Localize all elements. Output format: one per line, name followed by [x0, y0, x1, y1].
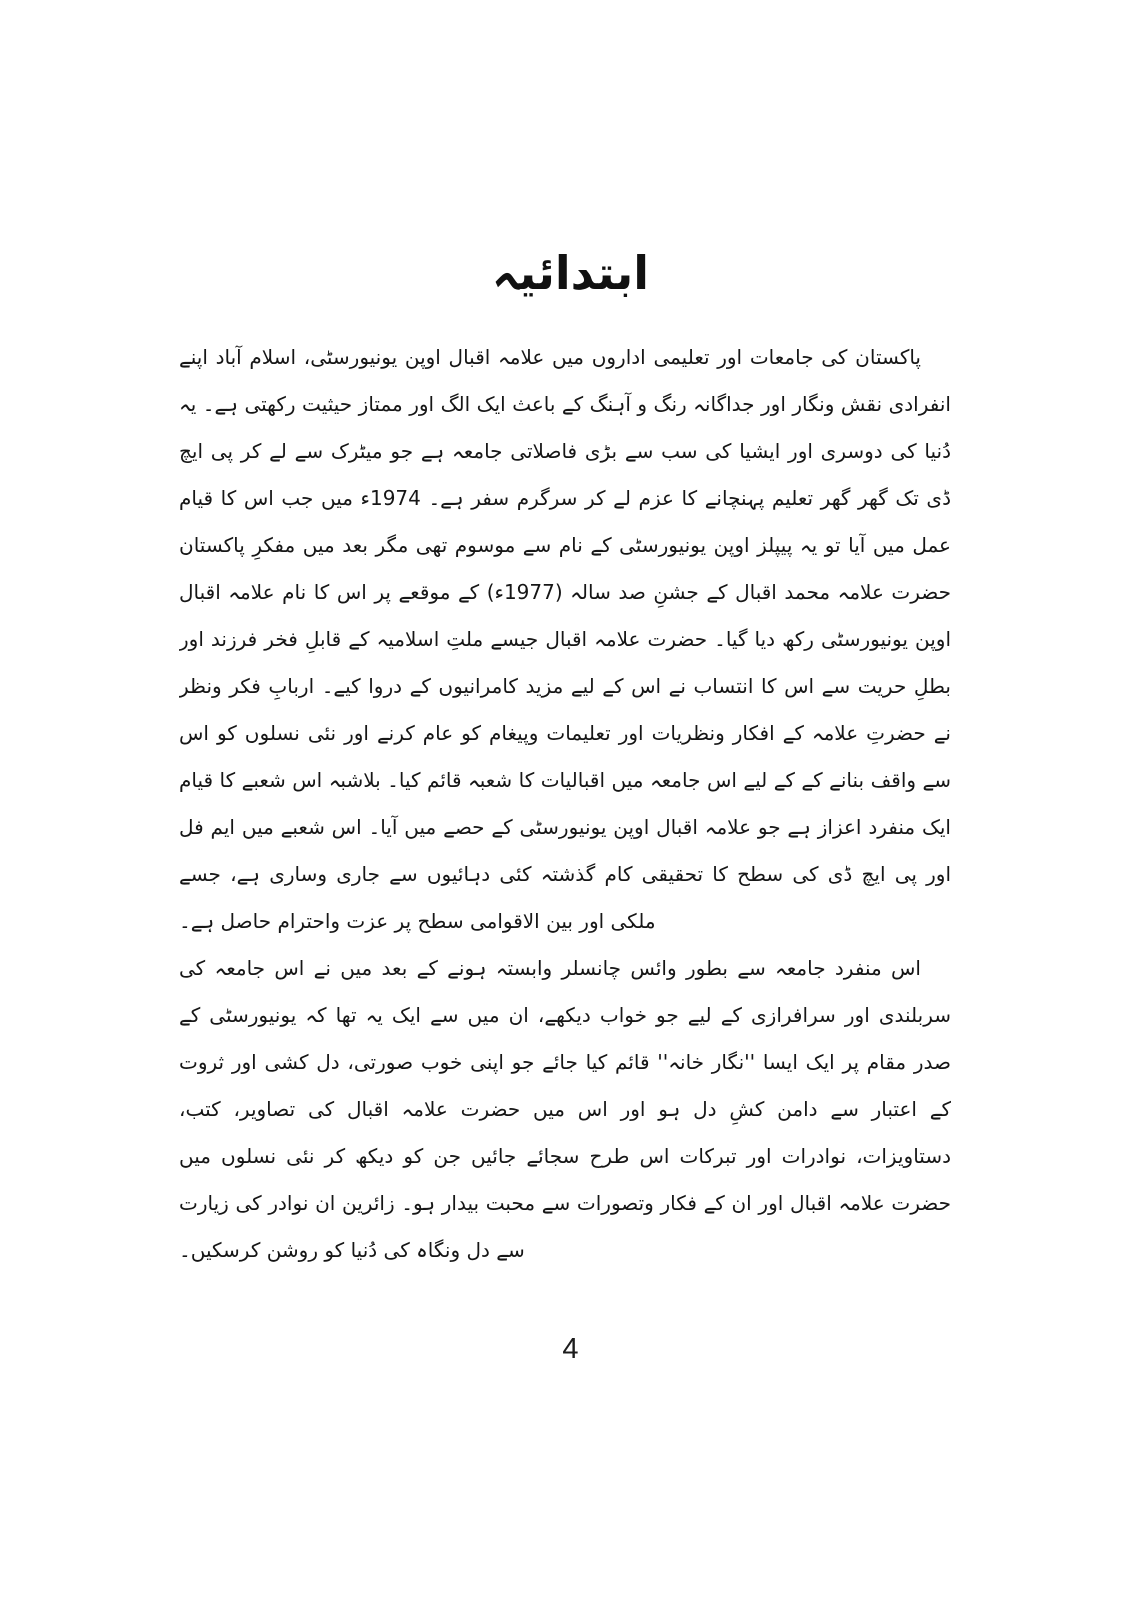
- page-number: 4: [562, 1333, 579, 1365]
- paragraph-1: پاکستان کی جامعات اور تعلیمی اداروں میں علامہ اقبال اوپن یونیورسٹی، اسلام آباد اپنے انفرادی نقش ونگار اور جداگانہ رنگ و آہنگ کے باعث ایک الگ اور ممتاز حیثیت رکھتی ہے۔ یہ دُنیا کی دوسری اور ایشیا کی سب سے بڑی فاصلاتی جامعہ ہے جو میٹرک سے لے کر پی ایچ ڈی تک گھر گھر تعلیم پہنچانے کا عزم لے کر سرگرم سفر ہے۔ 1974ء میں جب اس کا قیام عمل میں آیا تو یہ پیپلز اوپن یونیورسٹی کے نام سے موسوم تھی مگر بعد میں مفکرِ پاکستان حضرت علامہ محمد اقبال کے جشنِ صد سالہ (1977ء) کے موقعے پر اس کا نام علامہ اقبال اوپن یونیورسٹی رکھ دیا گیا۔ حضرت علامہ اقبال جیسے ملتِ اسلامیہ کے قابلِ فخر فرزند اور بطلِ حریت سے اس کا انتساب نے اس کے لیے مزید کامرانیوں کے دروا کیے۔ اربابِ فکر ونظر نے حضرتِ علامہ کے افکار ونظریات اور تعلیمات وپیغام کو عام کرنے اور نئی نسلوں کو اس سے واقف بنانے کے کے لیے اس جامعہ میں اقبالیات کا شعبہ قائم کیا۔ بلاشبہ اس شعبے کا قیام ایک منفرد اعزاز ہے جو علامہ اقبال اوپن یونیورسٹی کے حصے میں آیا۔ اس شعبے میں ایم فل اور پی ایچ ڈی کی سطح کا تحقیقی کام گذشتہ کئی دہائیوں سے جاری وساری ہے، جسے ملکی اور بین الاقوامی سطح پر عزت واحترام حاصل ہے۔: [179, 345, 951, 933]
- body-text: [179, 334, 951, 1274]
- page-title: ابتدائیہ: [491, 246, 650, 300]
- paragraph-2: اس منفرد جامعہ سے بطور وائس چانسلر وابستہ ہونے کے بعد میں نے اس جامعہ کی سربلندی اور سرافرازی کے لیے جو خواب دیکھے، ان میں سے ایک یہ تھا کہ یونیورسٹی کے صدر مقام پر ایک ایسا ''نگار خانہ'' قائم کیا جائے جو اپنی خوب صورتی، دل کشی اور ثروت کے اعتبار سے دامن کشِ دل ہو اور اس میں حضرت علامہ اقبال کی تصاویر، کتب، دستاویزات، نوادرات اور تبرکات اس طرح سجائے جائیں جن کو دیکھ کر نئی نسلوں میں حضرت علامہ اقبال اور ان کے فکار وتصورات سے محبت بیدار ہو۔ زائرین ان نوادر کی زیارت سے دل ونگاہ کی دُنیا کو روشن کرسکیں۔: [179, 956, 951, 1262]
